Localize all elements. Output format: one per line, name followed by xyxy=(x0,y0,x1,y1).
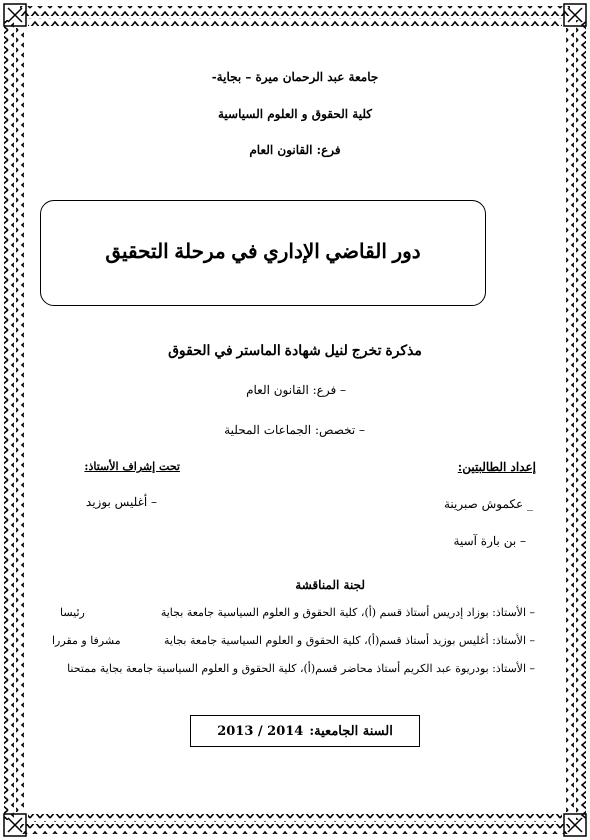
student-name: _ عكموش صبرينة xyxy=(443,497,533,511)
academic-year-box xyxy=(190,715,420,747)
supervision-heading: تحت إشراف الأستاذ: xyxy=(84,460,180,473)
university-name: جامعة عبد الرحمان ميرة – بجاية- xyxy=(211,70,379,84)
thesis-title: دور القاضي الإداري في مرحلة التحقيق xyxy=(105,241,421,263)
faculty-name: كلية الحقوق و العلوم السياسية xyxy=(217,107,373,121)
title-box xyxy=(40,200,486,306)
committee-heading: لجنة المناقشة xyxy=(295,578,365,592)
academic-year-value: 2013 / 2014 xyxy=(217,723,304,739)
thesis-specialty: – تخصص: الجماعات المحلية xyxy=(224,423,365,437)
committee-role: مشرفا و مقررا xyxy=(52,634,121,647)
student-name: – بن بارة آسية xyxy=(453,534,526,548)
preparation-heading: إعداد الطالبتين: xyxy=(457,460,536,474)
supervisor-name: – أغليس بوزيد xyxy=(85,495,157,509)
committee-member: – الأستاذ: بودريوة عبد الكريم أستاذ محاضر قسم(أ)، كلية الحقوق و العلوم السياسية جامعة بجاية ممتحنا xyxy=(67,662,535,675)
academic-year-label: السنة الجامعية: xyxy=(309,723,393,739)
committee-member: – الأستاذ: أغليس بوزيد أستاذ قسم(أ)، كلية الحقوق و العلوم السياسية جامعة بجاية xyxy=(164,634,535,647)
thesis-subtitle: مذكرة تخرج لنيل شهادة الماستر في الحقوق xyxy=(168,342,422,358)
branch-header: فرع: القانون العام xyxy=(249,143,341,157)
thesis-branch: – فرع: القانون العام xyxy=(246,383,346,397)
committee-role: رئيسا xyxy=(60,606,85,619)
committee-member: – الأستاذ: بوزاد إدريس أستاذ قسم (أ)، كلية الحقوق و العلوم السياسية جامعة بجاية xyxy=(160,606,535,619)
